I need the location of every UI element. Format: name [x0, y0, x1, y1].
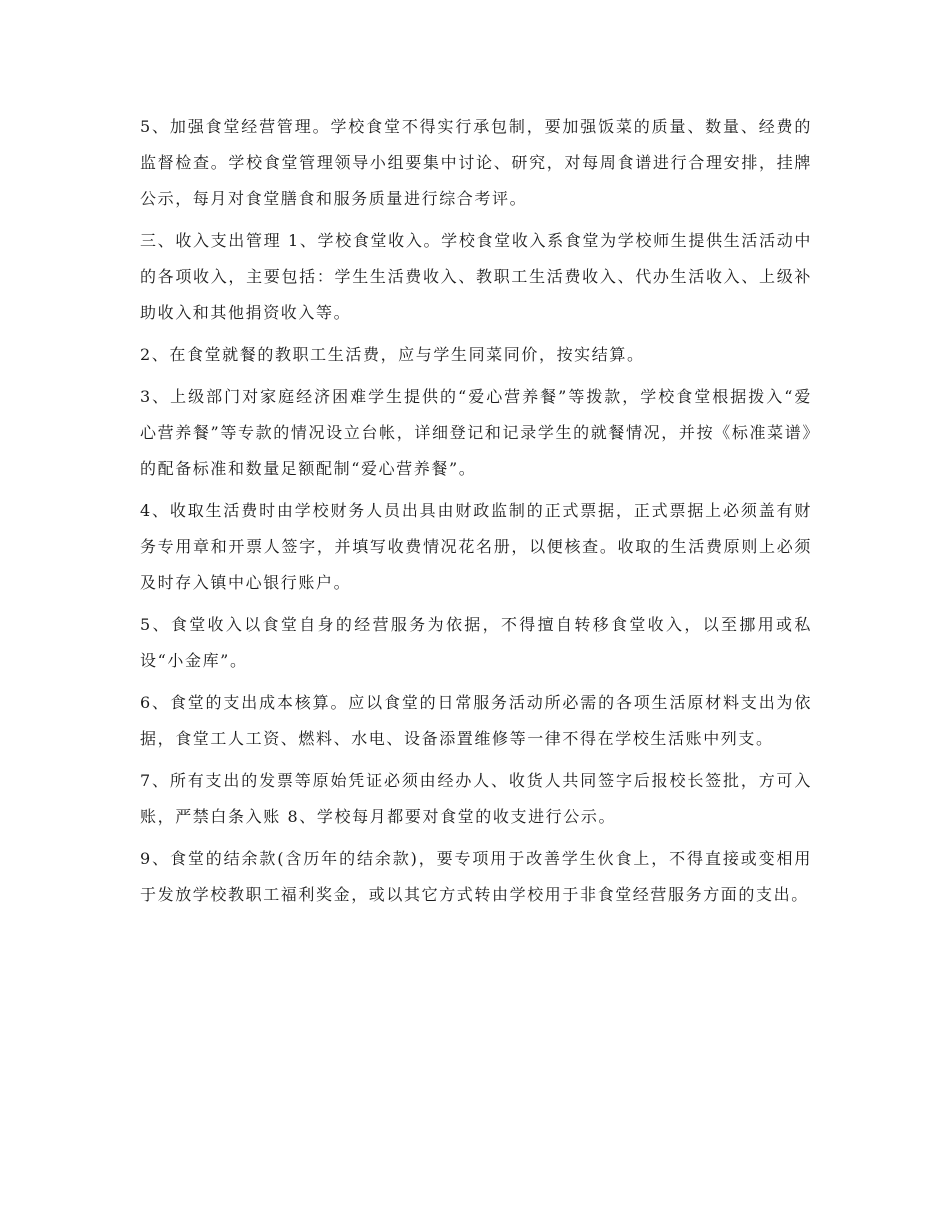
paragraph-income-basis: 5、食堂收入以食堂自身的经营服务为依据，不得擅自转移食堂收入，以至挪用或私设“小金库”。 [140, 615, 812, 670]
paragraph-fee-collection: 4、收取生活费时由学校财务人员出具由财政监制的正式票据，正式票据上必须盖有财务专用章和开票人签字，并填写收费情况花名册，以便核查。收取的生活费原则上必须及时存入镇中心银行账户。 [140, 501, 812, 592]
paragraph-canteen-management: 5、加强食堂经营管理。学校食堂不得实行承包制，要加强饭菜的质量、数量、经费的监督检查。学校食堂管理领导小组要集中讨论、研究，对每周食谱进行合理安排，挂牌公示，每月对食堂膳食和服务质量进行综合考评。 [140, 117, 812, 208]
paragraph-income-expense-management: 三、收入支出管理 1、学校食堂收入。学校食堂收入系食堂为学校师生提供生活活动中的各项收入，主要包括：学生生活费收入、教职工生活费收入、代办生活收入、上级补助收入和其他捐资收入等。 [140, 231, 812, 322]
paragraph-staff-meal-fee: 2、在食堂就餐的教职工生活费，应与学生同菜同价，按实结算。 [140, 345, 645, 364]
paragraph-invoice-approval: 7、所有支出的发票等原始凭证必须由经办人、收货人共同签字后报校长签批，方可入账，严禁白条入账 8、学校每月都要对食堂的收支进行公示。 [140, 771, 812, 826]
paragraph-expense-cost-accounting: 6、食堂的支出成本核算。应以食堂的日常服务活动所必需的各项生活原材料支出为依据，食堂工人工资、燃料、水电、设备添置维修等一律不得在学校生活账中列支。 [140, 693, 812, 748]
paragraph-surplus-usage: 9、食堂的结余款(含历年的结余款)，要专项用于改善学生伙食上，不得直接或变相用于发放学校教职工福利奖金，或以其它方式转由学校用于非食堂经营服务方面的支出。 [140, 849, 812, 904]
paragraph-nutrition-meal-funds: 3、上级部门对家庭经济困难学生提供的“爱心营养餐”等拨款，学校食堂根据拨入“爱心营养餐”等专款的情况设立台帐，详细登记和记录学生的就餐情况，并按《标准菜谱》的配备标准和数量足额配制“爱心营养餐”。 [140, 387, 812, 478]
document-body [140, 109, 812, 919]
